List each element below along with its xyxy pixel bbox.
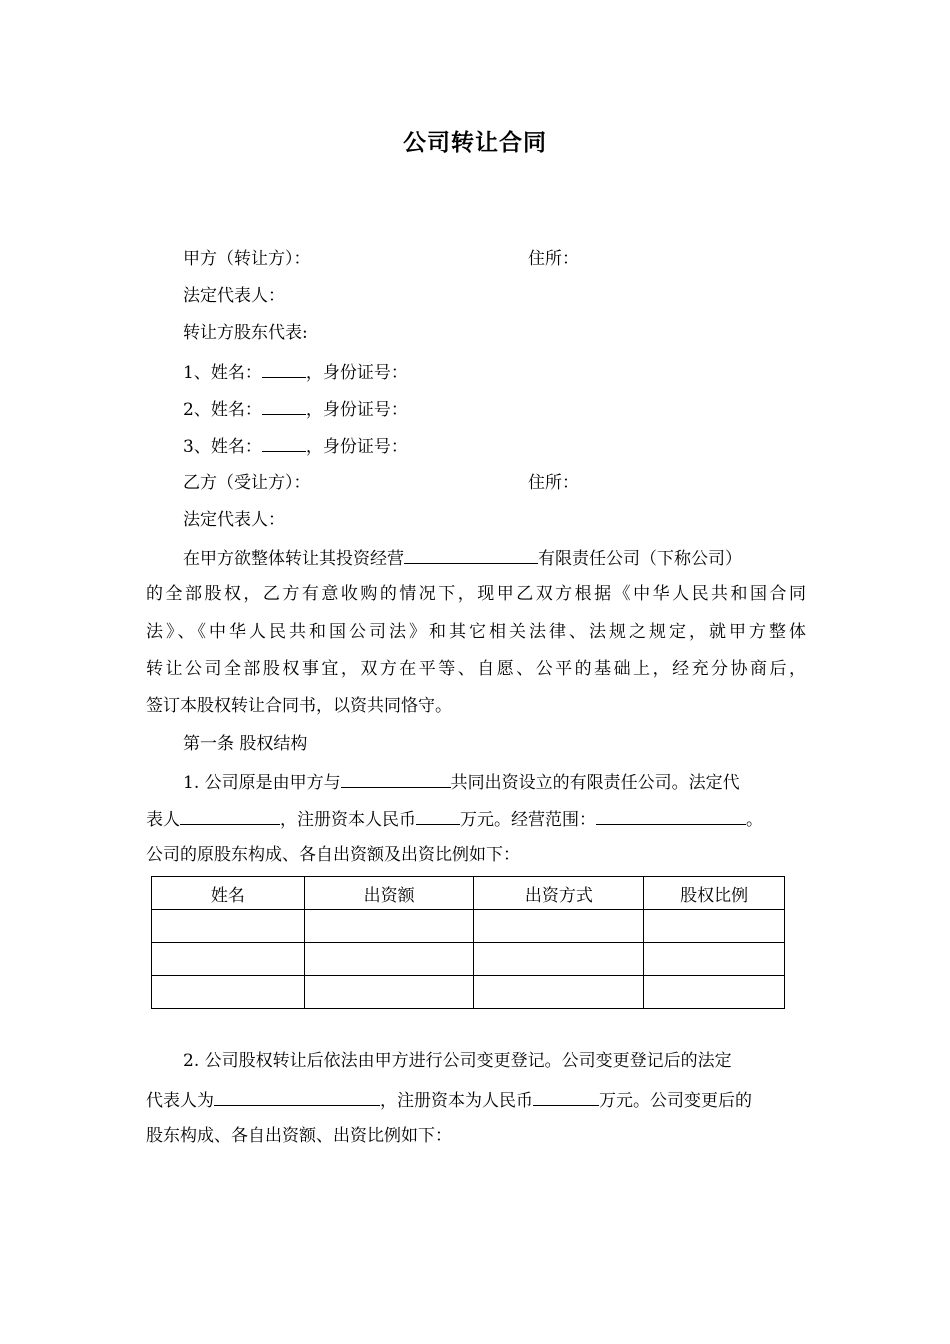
- table-header-name: 姓名: [152, 877, 305, 910]
- table-header-contribution: 出资额: [304, 877, 474, 910]
- table-row: [152, 943, 785, 976]
- article-1-p2-line-2: [146, 1087, 752, 1113]
- table-row: [152, 976, 785, 1009]
- rep-3-name-blank: [262, 433, 306, 452]
- rep-line-3: [183, 433, 408, 459]
- preamble-line-1: [183, 545, 806, 571]
- document-title: 公司转让合同: [403, 130, 547, 156]
- table-cell: [474, 943, 644, 976]
- table-cell: [152, 976, 305, 1009]
- party-a-shareholder-rep-label: 转让方股东代表:: [183, 323, 308, 343]
- preamble-line-1-end: 有限责任公司（下称公司）: [538, 549, 742, 569]
- article-1-p1-line-2: [146, 806, 763, 832]
- party-b-address-label: 住所：: [528, 473, 579, 493]
- party-b-legal-rep-label: 法定代表人：: [183, 510, 285, 530]
- new-registered-capital-blank: [533, 1087, 599, 1106]
- rep-2-name-blank: [262, 396, 306, 415]
- rep-1-name-label: 1、姓名：: [183, 363, 262, 383]
- business-scope-blank: [596, 806, 746, 825]
- table-row: [152, 910, 785, 943]
- p1-legal-rep-label: 表人: [146, 810, 180, 830]
- p1-line-1-start: 1. 公司原是由甲方与: [183, 773, 341, 793]
- preamble-line-2: 的全部股权，乙方有意收购的情况下，现甲乙双方根据《中华人民共和国合同: [146, 584, 806, 604]
- article-1-p2-line-3: 股东构成、各自出资额、出资比例如下：: [146, 1126, 452, 1146]
- rep-line-2: [183, 396, 408, 422]
- article-1-p1-line-1: [183, 769, 740, 795]
- co-investor-blank: [341, 769, 451, 788]
- party-a-legal-rep-label: 法定代表人：: [183, 286, 285, 306]
- preamble-line-1-start: 在甲方欲整体转让其投资经营: [183, 549, 404, 569]
- p1-line-1-end: 共同出资设立的有限责任公司。法定代: [450, 773, 740, 793]
- original-shareholder-table: [151, 876, 785, 1009]
- table-cell: [644, 976, 785, 1009]
- p1-business-scope-label: 万元。经营范围：: [460, 810, 596, 830]
- article-1-heading: 第一条 股权结构: [183, 734, 308, 754]
- preamble-line-3: 法》、《中华人民共和国公司法》和其它相关法律、法规之规定，就甲方整体: [146, 622, 806, 642]
- article-1-p1-line-3: 公司的原股东构成、各自出资额及出资比例如下：: [146, 845, 520, 865]
- party-a-label: 甲方（转让方）：: [183, 249, 311, 269]
- p1-registered-capital-label: ，注册资本人民币: [280, 810, 416, 830]
- table-cell: [304, 910, 474, 943]
- table-cell: [474, 910, 644, 943]
- table-cell: [474, 976, 644, 1009]
- article-1-p2-line-1: 2. 公司股权转让后依法由甲方进行公司变更登记。公司变更登记后的法定: [183, 1051, 732, 1071]
- new-legal-rep-blank: [214, 1087, 380, 1106]
- table-header-equity-ratio: 股权比例: [644, 877, 785, 910]
- rep-2-name-label: 2、姓名：: [183, 400, 262, 420]
- p2-line-2-end: 万元。公司变更后的: [599, 1091, 752, 1111]
- table-cell: [152, 910, 305, 943]
- party-a-address-label: 住所：: [528, 249, 579, 269]
- table-cell: [304, 976, 474, 1009]
- p2-legal-rep-label: 代表人为: [146, 1091, 214, 1111]
- table-cell: [304, 943, 474, 976]
- p1-period: 。: [746, 810, 763, 830]
- rep-1-id-label: ，身份证号：: [305, 363, 408, 383]
- p2-registered-capital-label: ，注册资本为人民币: [380, 1091, 533, 1111]
- rep-line-1: [183, 359, 408, 385]
- rep-3-name-label: 3、姓名：: [183, 437, 262, 457]
- preamble-line-4: 转让公司全部股权事宜，双方在平等、自愿、公平的基础上，经充分协商后，: [146, 659, 806, 679]
- table-header-row: [152, 877, 785, 910]
- registered-capital-blank: [416, 806, 460, 825]
- party-b-label: 乙方（受让方）：: [183, 473, 311, 493]
- company-name-blank: [404, 545, 538, 564]
- rep-1-name-blank: [262, 359, 306, 378]
- table-cell: [152, 943, 305, 976]
- table-cell: [644, 910, 785, 943]
- preamble-line-5: 签订本股权转让合同书，以资共同恪守。: [146, 696, 452, 716]
- table-cell: [644, 943, 785, 976]
- table-header-contribution-method: 出资方式: [474, 877, 644, 910]
- rep-3-id-label: ，身份证号：: [305, 437, 408, 457]
- rep-2-id-label: ，身份证号：: [305, 400, 408, 420]
- legal-rep-blank: [180, 806, 280, 825]
